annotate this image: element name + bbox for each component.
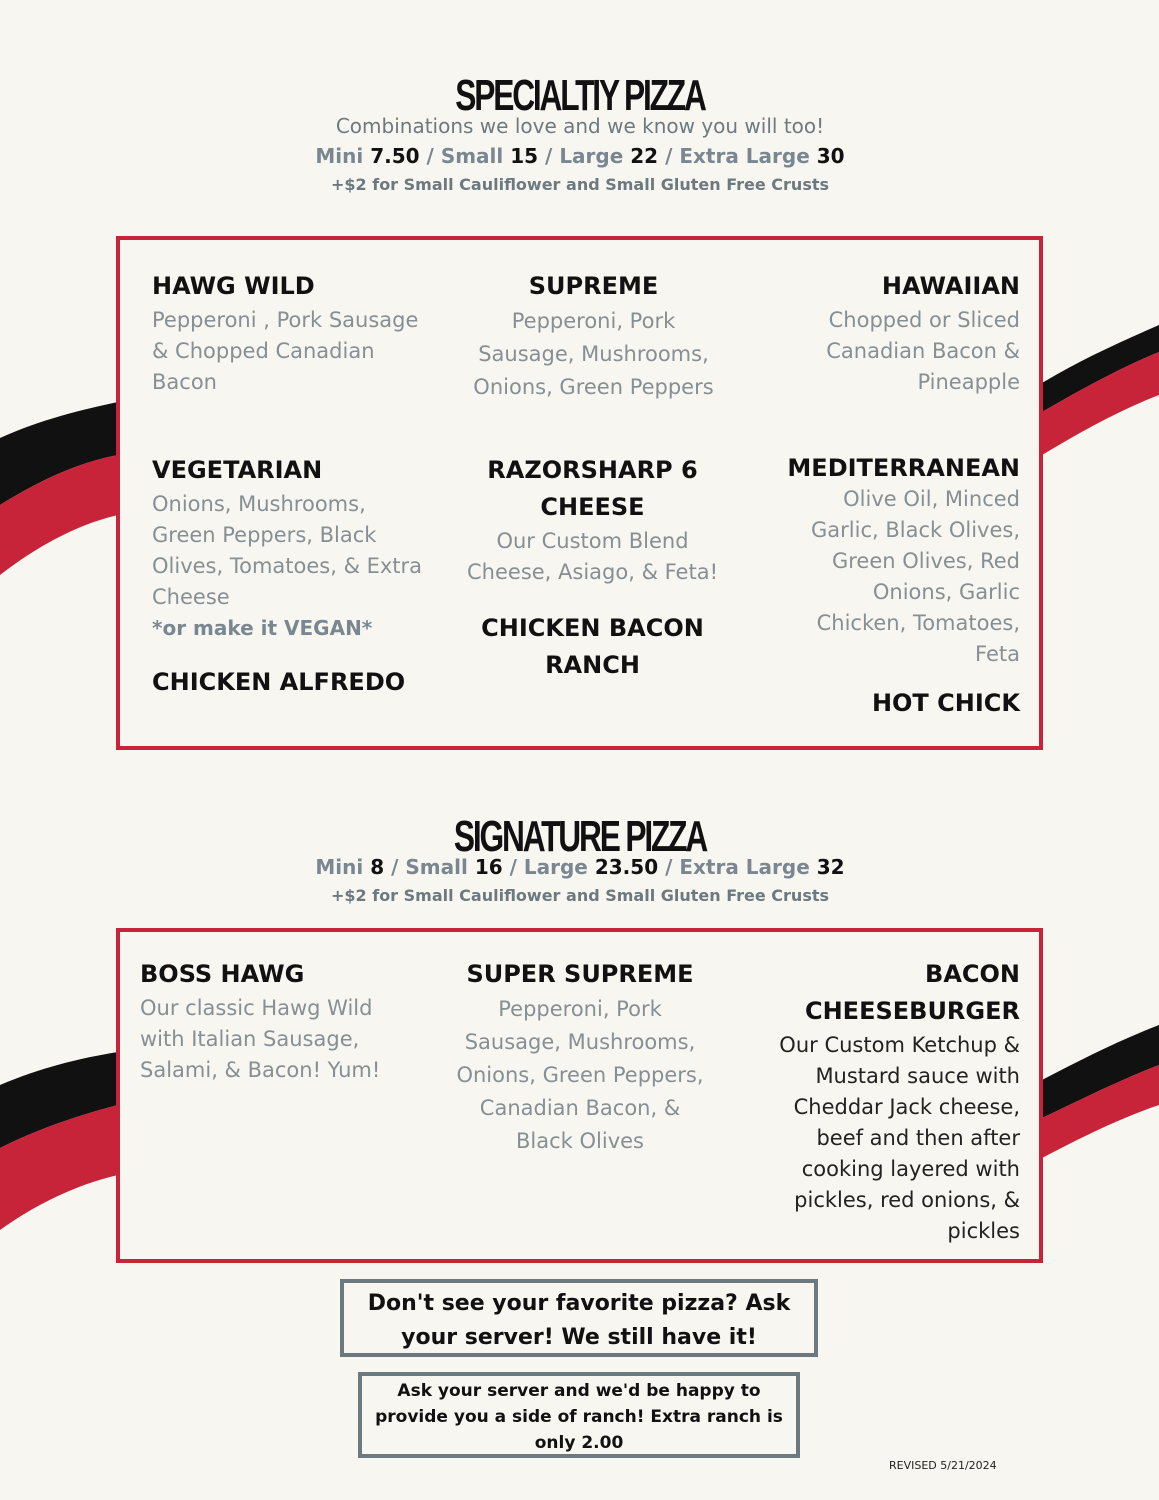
signature-title: SIGNATURE PIZZA	[453, 812, 707, 861]
price-xl-label: Extra Large	[679, 855, 810, 879]
pizza-hawaiian	[720, 268, 1020, 398]
price-large-label: Large	[523, 855, 588, 879]
signature-crust-note: +$2 for Small Cauliflower and Small Gluten Free Crusts	[330, 886, 830, 905]
price-small: 15	[510, 144, 539, 168]
pizza-name: HOT CHICK	[871, 689, 1020, 717]
pizza-desc-line: Our classic Hawg Wild	[140, 996, 373, 1020]
pizza-desc-line: with Italian Sausage,	[140, 1027, 360, 1051]
pizza-desc-line: Green Peppers, Black	[152, 523, 377, 547]
pizza-desc-line: Canadian Bacon, &	[479, 1096, 681, 1120]
pizza-desc-line: Feta	[975, 642, 1020, 666]
pizza-name: HAWAIIAN	[881, 272, 1020, 300]
price-small: 16	[474, 855, 503, 879]
pizza-name: MEDITERRANEAN	[787, 454, 1020, 482]
pizza-supreme	[446, 268, 741, 404]
price-large-label: Large	[559, 144, 624, 168]
note-line: Ask your server and we'd be happy to	[397, 1381, 761, 1401]
pizza-desc-line: Canadian Bacon &	[826, 339, 1020, 363]
pizza-boss-hawg	[140, 956, 430, 1086]
pizza-desc-line: Salami, & Bacon! Yum!	[140, 1058, 381, 1082]
ranch-note	[358, 1372, 800, 1458]
pizza-desc-line: Sausage, Mushrooms,	[478, 342, 709, 366]
pizza-name: CHICKEN ALFREDO	[152, 668, 406, 696]
pizza-name: RANCH	[545, 651, 640, 679]
pizza-desc-line: Pepperoni , Pork Sausage	[152, 308, 419, 332]
pizza-name: VEGETARIAN	[152, 456, 323, 484]
pizza-desc-line: pickles, red onions, &	[794, 1188, 1020, 1212]
pizza-name: CHEESE	[540, 493, 645, 521]
pizza-desc-line: Green Olives, Red	[831, 549, 1020, 573]
pizza-desc-line: Black Olives	[516, 1129, 644, 1153]
pizza-desc-line: Chicken, Tomatoes,	[816, 611, 1020, 635]
price-large: 23.50	[594, 855, 659, 879]
pizza-desc-line: Our Custom Ketchup &	[779, 1033, 1020, 1057]
pizza-desc-line: Chopped or Sliced	[828, 308, 1020, 332]
pizza-desc-line: Olives, Tomatoes, & Extra	[152, 554, 423, 578]
favorite-pizza-note	[340, 1279, 818, 1357]
pizza-desc-line: Garlic, Black Olives,	[811, 518, 1020, 542]
pizza-desc-line: pickles	[947, 1219, 1020, 1243]
pizza-chicken-bacon-ranch	[440, 610, 745, 684]
pizza-name: HAWG WILD	[152, 272, 315, 300]
pizza-desc-line: Sausage, Mushrooms,	[464, 1030, 696, 1054]
pizza-desc-line: Cheese	[152, 585, 230, 609]
note-line: your server! We still have it!	[401, 1325, 757, 1350]
price-mini-label: Mini	[315, 144, 364, 168]
pizza-name: BACON	[925, 960, 1020, 988]
pizza-chicken-alfredo	[152, 664, 452, 701]
price-xl: 32	[816, 855, 845, 879]
pizza-desc-line: Cheese, Asiago, & Feta!	[467, 560, 718, 584]
pizza-desc-line: Onions, Green Peppers,	[456, 1063, 704, 1087]
pizza-name: RAZORSHARP 6	[487, 456, 698, 484]
signature-prices: Mini 8 / Small 16 / Large 23.50 / Extra Large 32	[315, 855, 845, 879]
pizza-super-supreme	[430, 956, 730, 1158]
pizza-desc-line: beef and then after	[816, 1126, 1020, 1150]
pizza-razorsharp	[440, 452, 745, 588]
pizza-name: CHICKEN BACON	[481, 614, 704, 642]
pizza-mediterranean	[720, 452, 1020, 670]
pizza-desc-line: Onions, Garlic	[872, 580, 1020, 604]
specialty-crust-note: +$2 for Small Cauliflower and Small Gluten Free Crusts	[330, 175, 830, 194]
price-xl-label: Extra Large	[679, 144, 810, 168]
pizza-name: SUPREME	[528, 272, 659, 300]
vegan-option: *or make it VEGAN*	[152, 616, 373, 640]
price-xl: 30	[816, 144, 845, 168]
price-mini: 7.50	[370, 144, 420, 168]
pizza-desc-line: Pineapple	[917, 370, 1020, 394]
pizza-desc-line: Mustard sauce with	[815, 1064, 1020, 1088]
revised-date: REVISED 5/21/2024	[889, 1459, 997, 1472]
note-line: provide you a side of ranch! Extra ranch is	[375, 1407, 783, 1427]
price-large: 22	[630, 144, 659, 168]
note-line: only 2.00	[534, 1433, 624, 1453]
specialty-menu-box	[116, 236, 1043, 750]
pizza-bacon-cheeseburger	[720, 956, 1020, 1247]
specialty-prices: Mini 7.50 / Small 15 / Large 22 / Extra Large 30	[315, 144, 845, 168]
specialty-tagline: Combinations we love and we know you will too!	[335, 114, 825, 138]
price-mini: 8	[370, 855, 385, 879]
pizza-desc-line: Onions, Mushrooms,	[152, 492, 366, 516]
pizza-desc-line: & Chopped Canadian	[152, 339, 375, 363]
specialty-title: SPECIALTIY PIZZA	[455, 71, 705, 120]
pizza-desc-line: cooking layered with	[801, 1157, 1020, 1181]
pizza-name: CHEESEBURGER	[804, 997, 1020, 1025]
pizza-desc-line: Cheddar Jack cheese,	[793, 1095, 1020, 1119]
pizza-vegetarian	[152, 452, 452, 644]
pizza-name: BOSS HAWG	[140, 960, 305, 988]
note-line: Don't see your favorite pizza? Ask	[367, 1291, 791, 1316]
pizza-desc-line: Our Custom Blend	[496, 529, 689, 553]
pizza-desc-line: Olive Oil, Minced	[843, 487, 1020, 511]
pizza-desc-line: Bacon	[152, 370, 217, 394]
pizza-desc-line: Onions, Green Peppers	[473, 375, 714, 399]
price-small-label: Small	[405, 855, 468, 879]
pizza-desc-line: Pepperoni, Pork	[511, 309, 676, 333]
pizza-hot-chick	[720, 685, 1020, 722]
price-mini-label: Mini	[315, 855, 364, 879]
pizza-name: SUPER SUPREME	[466, 960, 694, 988]
pizza-hawg-wild	[152, 268, 452, 398]
pizza-desc-line: Pepperoni, Pork	[498, 997, 662, 1021]
price-small-label: Small	[440, 144, 504, 168]
signature-menu-box	[116, 928, 1043, 1263]
